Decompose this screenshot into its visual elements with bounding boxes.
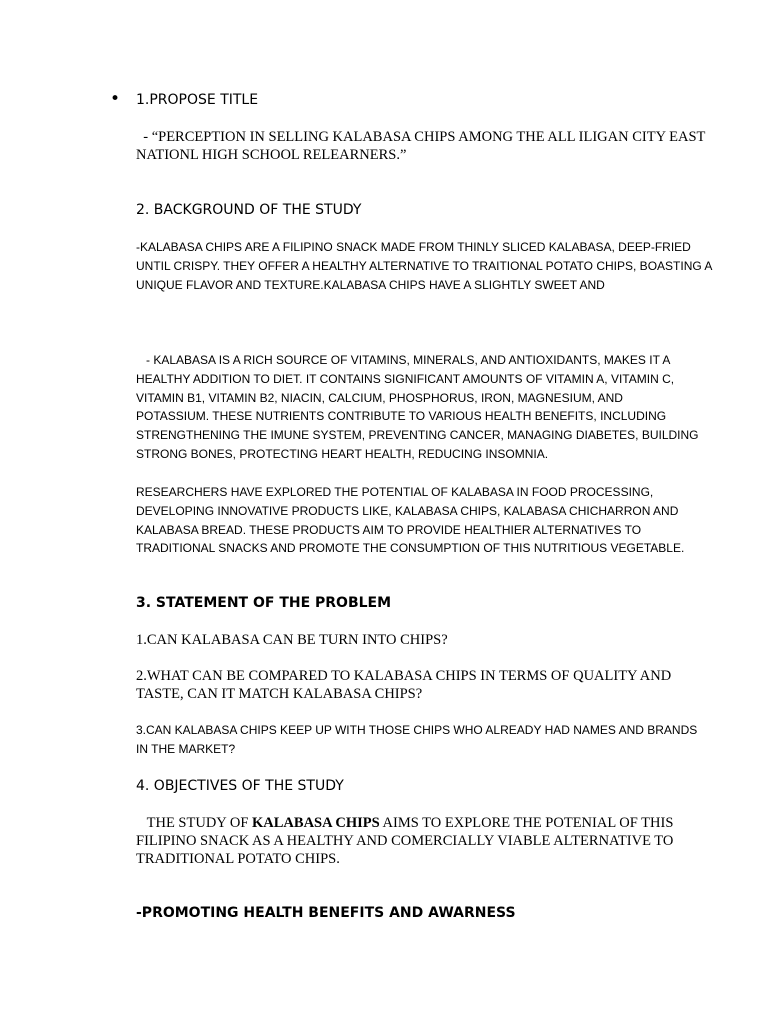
objectives-subheading: -PROMOTING HEALTH BENEFITS AND AWARNESS	[136, 905, 516, 921]
paragraph-line: -KALABASA CHIPS ARE A FILIPINO SNACK MADE FROM THINLY SLICED KALABASA, DEEP-FRIED	[136, 240, 691, 254]
paragraph-line: KALABASA BREAD. THESE PRODUCTS AIM TO PROVIDE HEALTHIER ALTERNATIVES TO	[136, 522, 642, 537]
proposed-title-text	[136, 128, 706, 164]
objectives-line: TRADITIONAL POTATO CHIPS.	[136, 851, 340, 867]
paragraph-line: STRONG BONES, PROTECTING HEART HEALTH, REDUCING INSOMNIA.	[136, 446, 549, 461]
paragraph-line: TRADITIONAL SNACKS AND PROMOTE THE CONSUMPTION OF THIS NUTRITIOUS VEGETABLE.	[136, 541, 685, 556]
background-paragraph-1	[136, 238, 713, 294]
background-paragraph-3	[136, 483, 696, 558]
background-paragraph-2	[136, 351, 699, 464]
objectives-text: THE STUDY OF	[136, 815, 253, 831]
question-line: TASTE, CAN IT MATCH KALABASA CHIPS?	[136, 686, 423, 702]
paragraph-line: RESEARCHERS HAVE EXPLORED THE POTENTIAL OF KALABASA IN FOOD PROCESSING,	[136, 485, 654, 499]
paragraph-line: UNIQUE FLAVOR AND TEXTURE.KALABASA CHIPS HAVE A SLIGHTLY SWEET AND	[136, 277, 605, 292]
objectives-paragraph	[136, 814, 696, 868]
paragraph-line: POTASSIUM. THESE NUTRIENTS CONTRIBUTE TO VARIOUS HEALTH BENEFITS, INCLUDING	[136, 409, 667, 424]
question-line: 2.WHAT CAN BE COMPARED TO KALABASA CHIPS IN TERMS OF QUALITY AND	[136, 668, 672, 684]
paragraph-line: VITAMIN B1, VITAMIN B2, NIACIN, CALCIUM, PHOSPHORUS, IRON, MAGNESIUM, AND	[136, 390, 623, 405]
question-line: IN THE MARKET?	[136, 741, 236, 756]
objectives-heading: 4. OBJECTIVES OF THE STUDY	[136, 778, 344, 794]
paragraph-line: STRENGTHENING THE IMUNE SYSTEM, PREVENTING CANCER, MANAGING DIABETES, BUILDING	[136, 428, 699, 443]
objectives-text: AIMS TO EXPLORE THE POTENIAL OF THIS	[379, 815, 674, 831]
objectives-line: FILIPINO SNACK AS A HEALTHY AND COMERCIALLY VIABLE ALTERNATIVE TO	[136, 833, 674, 849]
problem-question-3	[136, 721, 696, 759]
objectives-emphasis: KALABASA CHIPS	[252, 815, 380, 831]
proposed-title-line: - “PERCEPTION IN SELLING KALABASA CHIPS AMONG THE ALL ILIGAN CITY EAST	[136, 129, 706, 145]
paragraph-line: UNTIL CRISPY. THEY OFFER A HEALTHY ALTERNATIVE TO TRAITIONAL POTATO CHIPS, BOASTING A	[136, 258, 713, 273]
paragraph-line: HEALTHY ADDITION TO DIET. IT CONTAINS SIGNIFICANT AMOUNTS OF VITAMIN A, VITAMIN C,	[136, 371, 675, 386]
objectives-line	[136, 814, 696, 832]
background-heading: 2. BACKGROUND OF THE STUDY	[136, 202, 362, 218]
question-line: 3.CAN KALABASA CHIPS KEEP UP WITH THOSE CHIPS WHO ALREADY HAD NAMES AND BRANDS	[136, 723, 698, 737]
problem-question-2	[136, 667, 696, 703]
paragraph-line: DEVELOPING INNOVATIVE PRODUCTS LIKE, KALABASA CHIPS, KALABASA CHICHARRON AND	[136, 503, 679, 518]
paragraph-line: - KALABASA IS A RICH SOURCE OF VITAMINS, MINERALS, AND ANTIOXIDANTS, MAKES IT A	[136, 353, 671, 367]
proposed-title-line: NATIONL HIGH SCHOOL RELEARNERS.”	[136, 147, 407, 163]
problem-question-1: 1.CAN KALABASA CAN BE TURN INTO CHIPS?	[136, 632, 448, 648]
propose-title-heading: 1.PROPOSE TITLE	[136, 92, 259, 108]
statement-heading: 3. STATEMENT OF THE PROBLEM	[136, 595, 392, 611]
bullet-marker: •	[110, 89, 121, 109]
